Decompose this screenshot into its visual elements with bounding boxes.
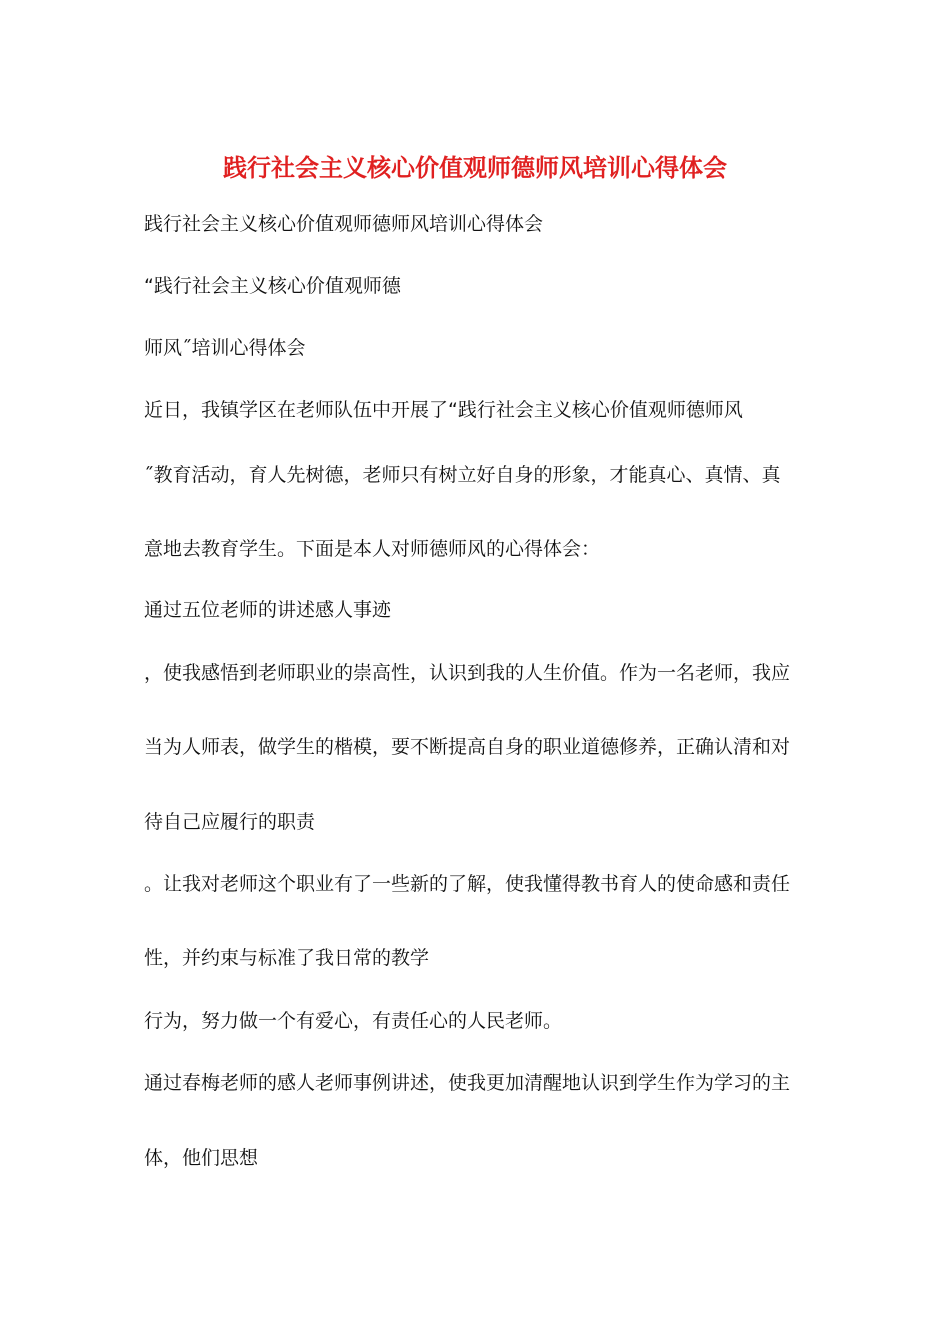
text-line: ˝教育活动，育人先树德，老师只有树立好自身的形象，才能真心、真情、真 <box>144 464 781 486</box>
text-line: 通过春梅老师的感人老师事例讲述，使我更加清醒地认识到学生作为学习的主 <box>144 1072 791 1094</box>
page-title: 践行社会主义核心价值观师德师风培训心得体会 <box>223 153 727 182</box>
text-line: 通过五位老师的讲述感人事迹 <box>144 599 392 621</box>
text-line: 。让我对老师这个职业有了一些新的了解，使我懂得教书育人的使命感和责任 <box>144 873 791 895</box>
text-line: 当为人师表，做学生的楷模，要不断提高自身的职业道德修养，正确认清和对 <box>144 736 791 758</box>
text-line: 意地去教育学生。下面是本人对师德师风的心得体会： <box>144 538 601 560</box>
text-line: “践行社会主义核心价值观师德 <box>144 275 401 297</box>
text-line: 待自己应履行的职责 <box>144 811 316 833</box>
text-line: 近日，我镇学区在老师队伍中开展了“践行社会主义核心价值观师德师风 <box>144 399 743 421</box>
text-line: 行为，努力做一个有爱心，有责任心的人民老师。 <box>144 1010 563 1032</box>
text-line: ，使我感悟到老师职业的崇高性，认识到我的人生价值。作为一名老师，我应 <box>144 662 791 684</box>
text-line: 践行社会主义核心价值观师德师风培训心得体会 <box>144 213 544 235</box>
text-line: 师风˝培训心得体会 <box>144 337 306 359</box>
text-line: 性，并约束与标准了我日常的教学 <box>144 947 430 969</box>
text-line: 体，他们思想 <box>144 1147 259 1169</box>
